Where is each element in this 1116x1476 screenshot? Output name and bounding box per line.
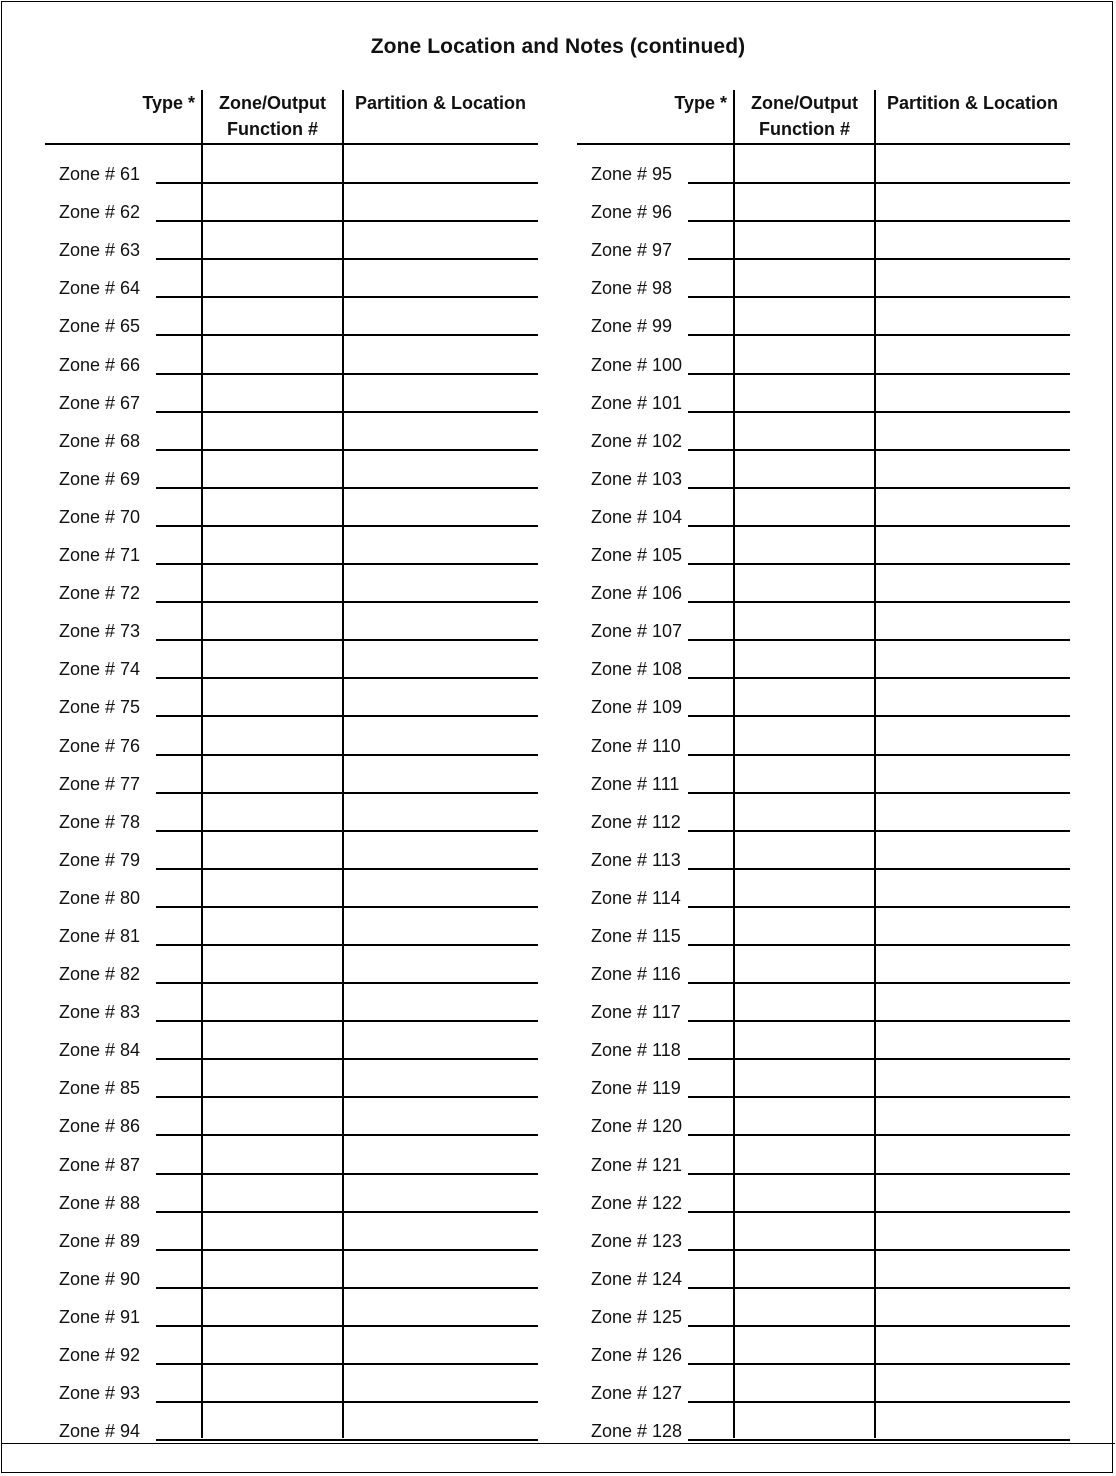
zone-label: Zone # 66 bbox=[59, 354, 141, 375]
zone-label: Zone # 112 bbox=[591, 811, 681, 832]
zone-label: Zone # 118 bbox=[591, 1040, 681, 1061]
zone-label: Zone # 90 bbox=[59, 1268, 141, 1289]
zone-label: Zone # 81 bbox=[59, 925, 141, 946]
zone-label: Zone # 120 bbox=[591, 1116, 683, 1137]
zone-label: Zone # 102 bbox=[591, 430, 683, 451]
zone-label: Zone # 122 bbox=[591, 1192, 683, 1213]
bottom-rule bbox=[1, 1443, 1115, 1444]
zone-label: Zone # 88 bbox=[59, 1192, 141, 1213]
zone-label: Zone # 124 bbox=[591, 1268, 683, 1289]
zone-label: Zone # 63 bbox=[59, 240, 141, 261]
zone-label: Zone # 86 bbox=[59, 1116, 141, 1137]
zone-label: Zone # 94 bbox=[59, 1421, 141, 1442]
zone-row bbox=[45, 907, 538, 945]
zone-label: Zone # 62 bbox=[59, 202, 141, 223]
zone-row bbox=[577, 793, 1070, 831]
zone-row bbox=[45, 678, 538, 716]
zone-label: Zone # 121 bbox=[591, 1154, 683, 1175]
zone-row bbox=[45, 297, 538, 335]
zone-row bbox=[577, 983, 1070, 1021]
zone-row bbox=[577, 1402, 1070, 1440]
zone-table-right bbox=[577, 90, 1070, 1442]
function-header-line2: Function # bbox=[227, 119, 318, 139]
zone-row bbox=[45, 831, 538, 869]
zone-row bbox=[45, 1402, 538, 1440]
zone-row bbox=[577, 145, 1070, 183]
zone-rows bbox=[577, 145, 1070, 1440]
zone-label: Zone # 104 bbox=[591, 506, 683, 527]
zone-row bbox=[577, 1021, 1070, 1059]
zone-label: Zone # 85 bbox=[59, 1078, 141, 1099]
zone-row bbox=[45, 564, 538, 602]
zone-row bbox=[45, 374, 538, 412]
zone-label: Zone # 80 bbox=[59, 887, 141, 908]
zone-row bbox=[577, 259, 1070, 297]
zone-label: Zone # 111 bbox=[591, 773, 680, 794]
type-header: Type * bbox=[142, 93, 195, 113]
zone-row bbox=[577, 1364, 1070, 1402]
zone-label: Zone # 71 bbox=[59, 545, 141, 566]
zone-row bbox=[577, 450, 1070, 488]
zone-row bbox=[577, 488, 1070, 526]
zone-label: Zone # 68 bbox=[59, 430, 141, 451]
type-header: Type * bbox=[674, 93, 727, 113]
function-header-line1: Zone/Output bbox=[219, 93, 326, 113]
zone-row bbox=[577, 716, 1070, 754]
zone-label: Zone # 95 bbox=[591, 164, 673, 185]
zone-row bbox=[45, 945, 538, 983]
zone-label: Zone # 126 bbox=[591, 1345, 683, 1365]
zone-label: Zone # 125 bbox=[591, 1306, 683, 1327]
zone-label: Zone # 91 bbox=[59, 1306, 141, 1327]
zone-row bbox=[45, 716, 538, 754]
zone-row bbox=[45, 602, 538, 640]
zone-label: Zone # 72 bbox=[59, 583, 141, 604]
zone-row bbox=[45, 1097, 538, 1135]
zone-label: Zone # 105 bbox=[591, 545, 683, 566]
zone-row bbox=[45, 869, 538, 907]
zone-label: Zone # 99 bbox=[591, 316, 673, 337]
zone-row bbox=[577, 1135, 1070, 1173]
zone-row bbox=[577, 602, 1070, 640]
zone-label: Zone # 75 bbox=[59, 697, 141, 718]
zone-label: Zone # 74 bbox=[59, 659, 141, 680]
zone-label: Zone # 67 bbox=[59, 392, 141, 413]
zone-row bbox=[577, 412, 1070, 450]
zone-label: Zone # 64 bbox=[59, 278, 141, 299]
zone-label: Zone # 128 bbox=[591, 1421, 683, 1442]
entry-line[interactable] bbox=[156, 1439, 538, 1441]
zone-label: Zone # 97 bbox=[591, 240, 673, 261]
zone-label: Zone # 93 bbox=[59, 1383, 141, 1404]
zone-label: Zone # 65 bbox=[59, 316, 141, 337]
zone-row bbox=[577, 945, 1070, 983]
zone-row bbox=[577, 678, 1070, 716]
zone-row bbox=[45, 335, 538, 373]
zone-label: Zone # 110 bbox=[591, 735, 681, 756]
zone-row bbox=[45, 526, 538, 564]
zone-row bbox=[45, 793, 538, 831]
zone-row bbox=[577, 869, 1070, 907]
zone-row bbox=[577, 374, 1070, 412]
zone-row bbox=[577, 1250, 1070, 1288]
zone-row bbox=[45, 1135, 538, 1173]
zone-row bbox=[45, 1288, 538, 1326]
zone-label: Zone # 70 bbox=[59, 506, 141, 527]
zone-label: Zone # 61 bbox=[59, 164, 141, 185]
function-header-line2: Function # bbox=[759, 119, 850, 139]
zone-label: Zone # 108 bbox=[591, 659, 683, 680]
zone-row bbox=[45, 1212, 538, 1250]
zone-label: Zone # 73 bbox=[59, 621, 141, 642]
zone-row bbox=[577, 1059, 1070, 1097]
zone-row bbox=[577, 297, 1070, 335]
zone-row bbox=[577, 564, 1070, 602]
zone-label: Zone # 92 bbox=[59, 1345, 141, 1365]
entry-line[interactable] bbox=[688, 1439, 1070, 1441]
zone-row bbox=[45, 450, 538, 488]
zone-label: Zone # 116 bbox=[591, 964, 681, 985]
page-title: Zone Location and Notes (continued) bbox=[370, 35, 746, 58]
zone-label: Zone # 123 bbox=[591, 1230, 683, 1251]
zone-label: Zone # 119 bbox=[591, 1078, 681, 1099]
zone-label: Zone # 107 bbox=[591, 621, 683, 642]
zone-label: Zone # 84 bbox=[59, 1040, 141, 1061]
zone-row bbox=[45, 488, 538, 526]
zone-label: Zone # 76 bbox=[59, 735, 141, 756]
zone-row bbox=[45, 412, 538, 450]
zone-label: Zone # 106 bbox=[591, 583, 683, 604]
zone-row bbox=[577, 221, 1070, 259]
zone-row bbox=[45, 183, 538, 221]
zone-label: Zone # 100 bbox=[591, 354, 683, 375]
function-header bbox=[734, 90, 875, 142]
zone-label: Zone # 96 bbox=[591, 202, 673, 223]
zone-row bbox=[577, 907, 1070, 945]
function-header bbox=[202, 90, 343, 142]
zone-row bbox=[45, 1250, 538, 1288]
zone-row bbox=[577, 1326, 1070, 1364]
zone-label: Zone # 115 bbox=[591, 925, 681, 946]
zone-row bbox=[45, 1326, 538, 1364]
zone-row bbox=[45, 145, 538, 183]
zone-row bbox=[577, 1174, 1070, 1212]
zone-label: Zone # 109 bbox=[591, 697, 683, 718]
zone-row bbox=[577, 1212, 1070, 1250]
zone-row bbox=[45, 755, 538, 793]
zone-row bbox=[45, 259, 538, 297]
zone-label: Zone # 101 bbox=[591, 392, 683, 413]
zone-label: Zone # 103 bbox=[591, 468, 683, 489]
zone-row bbox=[45, 1021, 538, 1059]
zone-label: Zone # 127 bbox=[591, 1383, 683, 1404]
zone-row bbox=[45, 640, 538, 678]
zone-row bbox=[577, 335, 1070, 373]
zone-table-left bbox=[45, 90, 538, 1442]
zone-label: Zone # 87 bbox=[59, 1154, 141, 1175]
function-header-line1: Zone/Output bbox=[751, 93, 858, 113]
zone-row bbox=[577, 640, 1070, 678]
partition-header: Partition & Location bbox=[887, 93, 1058, 113]
zone-row bbox=[577, 831, 1070, 869]
zone-row bbox=[45, 1364, 538, 1402]
zone-row bbox=[45, 983, 538, 1021]
zone-row bbox=[45, 1059, 538, 1097]
zone-label: Zone # 117 bbox=[591, 1002, 681, 1023]
zone-label: Zone # 77 bbox=[59, 773, 141, 794]
zone-row bbox=[577, 526, 1070, 564]
zone-label: Zone # 69 bbox=[59, 468, 141, 489]
zone-label: Zone # 79 bbox=[59, 849, 141, 870]
zone-row bbox=[45, 1174, 538, 1212]
zone-label: Zone # 89 bbox=[59, 1230, 141, 1251]
zone-label: Zone # 98 bbox=[591, 278, 673, 299]
zone-label: Zone # 82 bbox=[59, 964, 141, 985]
partition-header: Partition & Location bbox=[355, 93, 526, 113]
zone-label: Zone # 78 bbox=[59, 811, 141, 832]
zone-rows bbox=[45, 145, 538, 1440]
zone-row bbox=[577, 1097, 1070, 1135]
zone-row bbox=[577, 183, 1070, 221]
zone-label: Zone # 114 bbox=[591, 887, 681, 908]
zone-row bbox=[577, 755, 1070, 793]
zone-label: Zone # 113 bbox=[591, 849, 681, 870]
zone-label: Zone # 83 bbox=[59, 1002, 141, 1023]
zone-row bbox=[45, 221, 538, 259]
zone-row bbox=[577, 1288, 1070, 1326]
